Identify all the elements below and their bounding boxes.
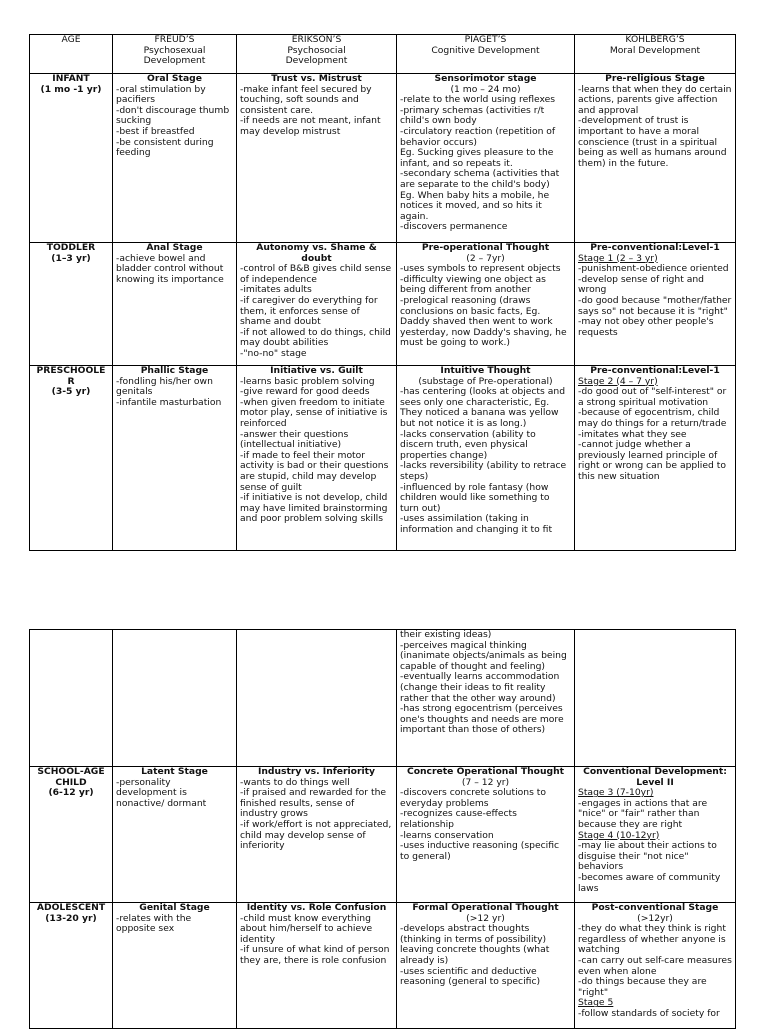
header-freud: FREUD’S Psychosexual Development (113, 35, 237, 74)
kohlberg-cell: Pre-conventional:Level-1 Stage 2 (4 – 7 yr) -do good out of "self-interest" or a strong spiritual motivation -because of egocentrism, child may do things for a return/trade -imitates what they see -cannot judge whether a previously learned principle of right or wrong can be applied to this new situation (575, 366, 736, 551)
stage-label: Stage 2 (4 – 7 yr) (578, 375, 658, 387)
age-cell: ADOLESCENT (13-20 yr) (30, 903, 113, 1029)
stage-title: Formal Operational Thought (412, 902, 559, 913)
freud-cell: Anal Stage -achieve bowel and bladder control without knowing its importance (113, 243, 237, 366)
stage-title: Oral Stage (147, 73, 202, 84)
header-kohlberg: KOHLBERG’S Moral Development (575, 35, 736, 74)
development-table-part-2 (29, 629, 736, 1029)
piaget-cell: Sensorimotor stage (1 mo – 24 mo) -relate to the world using reflexes -primary schemas (activities r/t child's own body -circulatory reaction (repetition of behavior occurs) Eg. Sucking gives pleasure to the infant, and so repeats it. -secondary schema (activities that are separate to the child's body) Eg. When baby hits a mobile, he notices it moved, and so hits it again. -discovers permanence (397, 74, 575, 243)
piaget-cell: Formal Operational Thought (>12 yr) -develops abstract thoughts (thinking in terms of possibility) leaving concrete thoughts (what already is) -uses scientific and deductive reasoning (general to specific) (397, 903, 575, 1029)
age-cell: INFANT (1 mo -1 yr) (30, 74, 113, 243)
stage-title: Trust vs. Mistrust (271, 73, 362, 84)
erikson-cell: Initiative vs. Guilt -learns basic problem solving -give reward for good deeds -when given freedom to initiate motor play, sense of initiative is reinforced -answer their questions (intellectual initiative) -if made to feel their motor activity is bad or their questions are stupid, child may develop sense of guilt -if initiative is not develop, child may have limited brainstorming and poor problem solving skills (237, 366, 397, 551)
row-toddler (30, 243, 736, 366)
development-table-part-1 (29, 34, 736, 551)
piaget-cell: Pre-operational Thought (2 – 7yr) -uses symbols to represent objects -difficulty viewing one object as being different from another -prelogical reasoning (draws conclusions on basic facts, Eg. Daddy shaved then went to work yesterday, now Daddy's shaving, he must be going to work.) (397, 243, 575, 366)
stage-title: Pre-religious Stage (605, 73, 705, 84)
erikson-cell: Identity vs. Role Confusion -child must know everything about him/herself to achieve identity -if unsure of what kind of person they are, there is role confusion (237, 903, 397, 1029)
stage-title: Pre-conventional:Level-1 (590, 365, 720, 376)
header-age: AGE (30, 35, 113, 74)
stage-title: Genital Stage (139, 902, 210, 913)
freud-cell: Phallic Stage -fondling his/her own genitals -infantile masturbation (113, 366, 237, 551)
freud-cell: Oral Stage -oral stimulation by pacifiers -don't discourage thumb sucking -best if breastfed -be consistent during feeding (113, 74, 237, 243)
stage-title: Conventional Development: Level II (583, 766, 727, 788)
stage-title: Industry vs. Inferiority (257, 766, 376, 777)
row-continued (30, 630, 736, 767)
erikson-cell: Trust vs. Mistrust -make infant feel secured by touching, soft sounds and consistent care. -if needs are not meant, infant may develop mistrust (237, 74, 397, 243)
stage-title: Identity vs. Role Confusion (246, 902, 387, 913)
erikson-cell: Autonomy vs. Shame & doubt -control of B&B gives child sense of independence -imitates adults -if caregiver do everything for them, it enforces sense of shame and doubt -if not allowed to do things, child may doubt abilities -"no-no" stage (237, 243, 397, 366)
header-row (30, 35, 736, 74)
kohlberg-cell: Post-conventional Stage (>12yr) -they do what they think is right regardless of whether anyone is watching -can carry out self-care measures even when alone -do things because they are "right" Stage 5 -follow standards of society for (575, 903, 736, 1029)
stage-title: Initiative vs. Guilt (270, 365, 363, 376)
kohlberg-cell (575, 630, 736, 767)
piaget-cell: Concrete Operational Thought (7 – 12 yr) -discovers concrete solutions to everyday problems -recognizes cause-effects relationship -learns conservation -uses inductive reasoning (specific to general) (397, 767, 575, 903)
kohlberg-cell: Pre-conventional:Level-1 Stage 1 (2 – 3 yr) -punishment-obedience oriented -develop sense of right and wrong -do good because "mother/father says so" not because it is "right" -may not obey other people's requests (575, 243, 736, 366)
stage-label: Stage 5 (578, 997, 614, 1009)
piaget-cell: Intuitive Thought (substage of Pre-operational) -has centering (looks at objects and sees only one characteristic, Eg. They noticed a banana was yellow but not notice it is as long.) -lacks conservation (ability to discern truth, even physical properties change) -lacks reversibility (ability to retrace steps) -influenced by role fantasy (how children would like something to turn out) -uses assimilation (taking in information and changing it to fit (397, 366, 575, 551)
row-infant (30, 74, 736, 243)
stage-title: Pre-conventional:Level-1 (590, 242, 720, 253)
piaget-cell: their existing ideas) -perceives magical thinking (inanimate objects/animals as being capable of thought and feeling) -eventually learns accommodation (change their ideas to fit reality rather that the other way around) -has strong egocentrism (perceives one's thoughts and needs are more important than those of others) (397, 630, 575, 767)
stage-title: Anal Stage (146, 242, 203, 253)
row-school-age (30, 767, 736, 903)
stage-title: Sensorimotor stage (434, 73, 537, 84)
stage-label: Stage 1 (2 – 3 yr) (578, 252, 658, 264)
header-piaget: PIAGET’S Cognitive Development (397, 35, 575, 74)
erikson-cell: Industry vs. Inferiority -wants to do things well -if praised and rewarded for the finished results, sense of industry grows -if work/effort is not appreciated, child may develop sense of inferiority (237, 767, 397, 903)
age-cell: SCHOOL-AGE CHILD (6-12 yr) (30, 767, 113, 903)
erikson-cell (237, 630, 397, 767)
age-cell: PRESCHOOLE R (3-5 yr) (30, 366, 113, 551)
age-cell: TODDLER (1–3 yr) (30, 243, 113, 366)
stage-title: Post-conventional Stage (591, 902, 719, 913)
stage-title: Pre-operational Thought (421, 242, 550, 253)
age-cell (30, 630, 113, 767)
stage-title: Concrete Operational Thought (406, 766, 565, 777)
row-preschooler (30, 366, 736, 551)
row-adolescent (30, 903, 736, 1029)
stage-title: Intuitive Thought (440, 365, 531, 376)
stage-title: Latent Stage (141, 766, 208, 777)
stage-title: Phallic Stage (140, 365, 209, 376)
stage-title: Autonomy vs. Shame & doubt (256, 242, 377, 264)
freud-cell (113, 630, 237, 767)
stage-label: Stage 3 (7-10yr) (578, 787, 654, 799)
stage-label: Stage 4 (10-12yr) (578, 829, 660, 841)
kohlberg-cell: Conventional Development: Level II Stage 3 (7-10yr) -engages in actions that are "nice" or "fair" rather than because they are right Stage 4 (10-12yr) -may lie about their actions to disguise their "not nice" behaviors -becomes aware of community laws (575, 767, 736, 903)
kohlberg-cell: Pre-religious Stage -learns that when they do certain actions, parents give affection and approval -development of trust is important to have a moral conscience (trust in a spiritual being as well as humans around them) in the future. (575, 74, 736, 243)
header-erikson: ERIKSON’S Psychosocial Development (237, 35, 397, 74)
freud-cell: Genital Stage -relates with the opposite sex (113, 903, 237, 1029)
freud-cell: Latent Stage -personality development is nonactive/ dormant (113, 767, 237, 903)
